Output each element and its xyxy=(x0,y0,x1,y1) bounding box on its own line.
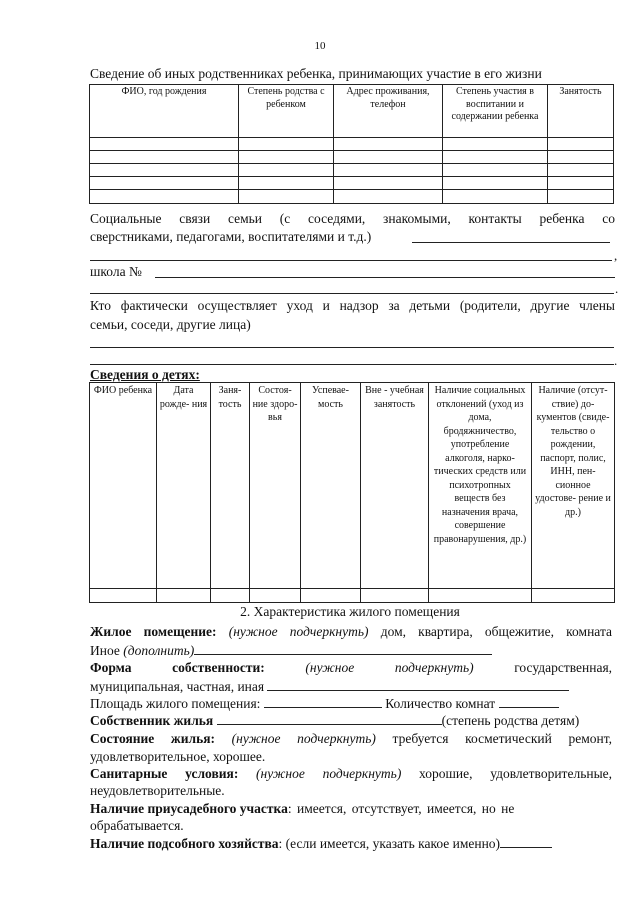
table-row xyxy=(90,177,614,190)
other-hint: (дополнить) xyxy=(123,643,195,658)
table-row xyxy=(90,151,614,164)
state-hint: (нужное подчеркнуть) xyxy=(231,731,376,746)
farm-row xyxy=(90,835,552,852)
school-input[interactable] xyxy=(155,277,615,278)
owner-label: Собственник жилья xyxy=(90,713,214,728)
garden-options-2: обрабатывается. xyxy=(90,818,184,833)
sanitary-options: хорошие, удовлетворительные, xyxy=(419,766,613,781)
children-col-documents: Наличие (отсут- ствие) до- кументов (свиде- тельство о рождении, паспорт, полис, ИНН, пен- сионное удостове- рение и др.) xyxy=(532,383,615,589)
sanitary-label: Санитарные условия: xyxy=(90,766,239,781)
ownership-row-2 xyxy=(90,678,569,695)
social-blank-2[interactable] xyxy=(90,260,612,261)
ownership-other-input[interactable] xyxy=(267,678,569,691)
garden-row xyxy=(90,801,612,817)
social-line1: Социальные связи семьи (с соседями, знакомыми, контакты ребенка со xyxy=(90,211,615,226)
garden-label: Наличие приусадебного участка xyxy=(90,801,288,816)
housing-heading: 2. Характеристика жилого помещения xyxy=(240,604,460,619)
care-dot: . xyxy=(614,353,618,368)
relatives-col-address: Адрес проживания, телефон xyxy=(334,85,443,138)
sanitary-hint: (нужное подчеркнуть) xyxy=(256,766,402,781)
table-row xyxy=(90,164,614,177)
children-col-employment: Заня- тость xyxy=(211,383,250,589)
area-input[interactable] xyxy=(264,695,382,708)
page-number: 10 xyxy=(314,40,326,52)
table-row xyxy=(90,138,614,151)
relatives-title: Сведение об иных родственниках ребенка, принимающих участие в его жизни xyxy=(90,66,542,81)
living-row xyxy=(90,624,612,640)
farm-text: : (если имеется, указать какое именно) xyxy=(278,836,501,851)
children-col-deviations: Наличие социальных отклонений (уход из дома, бродяжничество, употребление алкоголя, нарко- тических средств или психотропных веществ без назначения врача, совершение правонарушения, др.) xyxy=(429,383,532,589)
relatives-col-relation: Степень родства с ребенком xyxy=(239,85,334,138)
state-label: Состояние жилья: xyxy=(90,731,216,746)
owner-row xyxy=(90,712,579,729)
other-input[interactable] xyxy=(194,642,492,655)
children-col-birthdate: Дата рожде- ния xyxy=(157,383,211,589)
ownership-hint-2: подчеркнуть) xyxy=(394,660,474,675)
rooms-label: Количество комнат xyxy=(385,696,496,711)
sanitary-options-2: неудовлетворительные. xyxy=(90,783,225,798)
farm-label: Наличие подсобного хозяйства xyxy=(90,836,279,851)
care-blank-2[interactable] xyxy=(90,364,614,365)
children-col-name: ФИО ребенка xyxy=(90,383,157,589)
care-line1: Кто фактически осуществляет уход и надзор за детьми (родители, другие члены xyxy=(90,298,615,313)
relatives-table xyxy=(89,84,614,204)
ownership-row xyxy=(90,660,612,676)
living-hint: (нужное подчеркнуть) xyxy=(228,624,369,639)
other-row xyxy=(90,642,492,659)
ownership-options: муниципальная, частная, иная xyxy=(90,679,265,694)
school-dot: . xyxy=(615,281,619,296)
area-label: Площадь жилого помещения: xyxy=(90,696,261,711)
care-blank-1[interactable] xyxy=(90,347,614,348)
relatives-col-participation: Степень участия в воспитании и содержании ребенка xyxy=(443,85,548,138)
area-row xyxy=(90,695,559,712)
table-row xyxy=(90,589,615,603)
care-line2: семьи, соседи, другие лица) xyxy=(90,317,251,332)
children-col-performance: Успевае- мость xyxy=(301,383,361,589)
social-line2: сверстниками, педагогами, воспитателями и т.д.) xyxy=(90,229,372,244)
children-col-extracurricular: Вне - учебная занятость xyxy=(361,383,429,589)
social-blank-1[interactable] xyxy=(412,242,610,243)
state-option-repair: требуется косметический ремонт, xyxy=(392,731,613,746)
ownership-label-1: Форма xyxy=(90,660,132,675)
children-table xyxy=(89,382,615,603)
children-title: Сведения о детях: xyxy=(90,367,200,382)
garden-options: : имеется, отсутствует, имеется, но не xyxy=(287,801,515,816)
living-options: дом, квартира, общежитие, комната xyxy=(380,624,613,639)
relatives-col-name: ФИО, год рождения xyxy=(90,85,239,138)
ownership-hint-1: (нужное xyxy=(305,660,355,675)
living-label: Жилое помещение: xyxy=(90,624,217,639)
sanitary-row xyxy=(90,766,612,782)
owner-suffix: (степень родства детям) xyxy=(441,713,580,728)
other-label: Иное xyxy=(90,643,120,658)
ownership-option-state: государственная, xyxy=(514,660,613,675)
social-comma: , xyxy=(614,248,618,263)
school-label: школа № xyxy=(90,264,142,279)
school-blank-2[interactable] xyxy=(90,293,614,294)
relatives-col-employment: Занятость xyxy=(548,85,614,138)
state-row xyxy=(90,731,612,747)
ownership-label-2: собственности: xyxy=(172,660,265,675)
owner-input[interactable] xyxy=(217,712,442,725)
farm-input[interactable] xyxy=(500,835,552,848)
table-row xyxy=(90,190,614,204)
rooms-input[interactable] xyxy=(499,695,559,708)
state-options: удовлетворительное, хорошее. xyxy=(90,749,266,764)
children-col-health: Состоя- ние здоро- вья xyxy=(250,383,301,589)
